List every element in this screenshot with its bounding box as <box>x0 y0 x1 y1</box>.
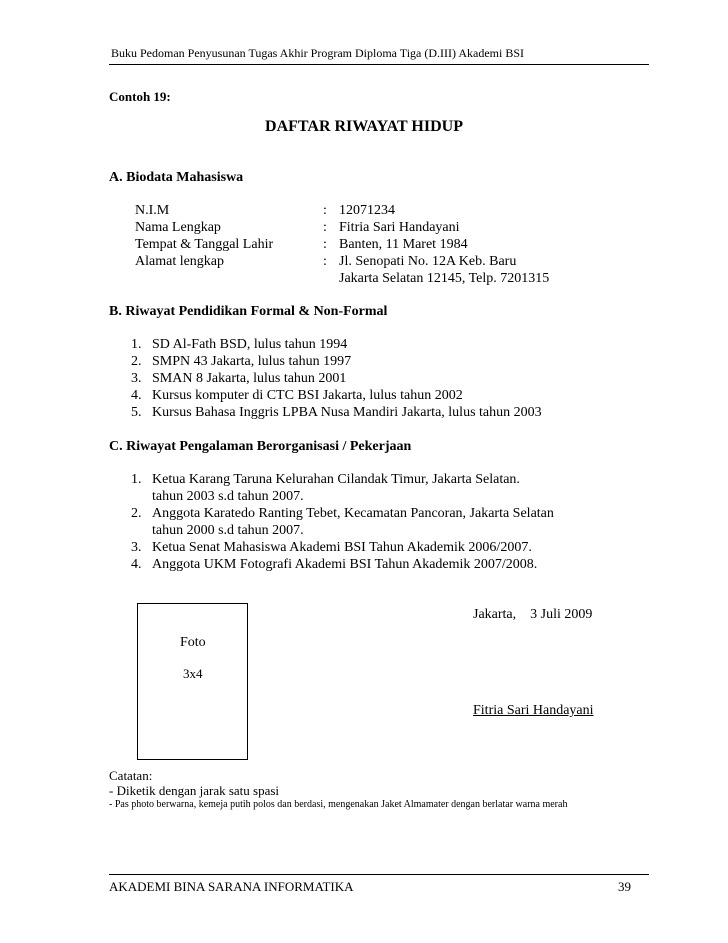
experience-item: Ketua Karang Taruna Kelurahan Cilandak Timur, Jakarta Selatan. <box>152 472 520 487</box>
page-number: 39 <box>618 879 631 894</box>
biodata-label-name: Nama Lengkap <box>135 220 221 235</box>
biodata-value-name: Fitria Sari Handayani <box>339 220 460 235</box>
footer-institution: AKADEMI BINA SARANA INFORMATIKA <box>109 879 354 894</box>
education-item: Kursus Bahasa Inggris LPBA Nusa Mandiri Jakarta, lulus tahun 2003 <box>152 405 542 420</box>
biodata-label-nim: N.I.M <box>135 203 170 218</box>
biodata-label-birth: Tempat & Tanggal Lahir <box>135 237 274 252</box>
biodata-value-birth: Banten, 11 Maret 1984 <box>339 237 468 252</box>
biodata-colon: : <box>323 237 327 252</box>
list-number: 2. <box>131 354 142 369</box>
running-header: Buku Pedoman Penyusunan Tugas Akhir Program Diploma Tiga (D.III) Akademi BSI <box>111 46 524 60</box>
biodata-value-address-line2: Jakarta Selatan 12145, Telp. 7201315 <box>339 271 550 286</box>
section-b-heading: B. Riwayat Pendidikan Formal & Non-Formal <box>109 304 388 319</box>
photo-label: Foto <box>180 635 206 650</box>
list-number: 1. <box>131 337 142 352</box>
list-number: 1. <box>131 472 142 487</box>
header-rule <box>109 64 649 65</box>
experience-item: Anggota Karatedo Ranting Tebet, Kecamatan Pancoran, Jakarta Selatan <box>152 506 554 521</box>
education-item: SMAN 8 Jakarta, lulus tahun 2001 <box>152 371 347 386</box>
notes-line-1: - Diketik dengan jarak satu spasi <box>109 783 280 798</box>
experience-item-cont: tahun 2000 s.d tahun 2007. <box>152 523 304 538</box>
example-label: Contoh 19: <box>109 89 171 104</box>
experience-item: Anggota UKM Fotografi Akademi BSI Tahun Akademik 2007/2008. <box>152 557 538 572</box>
education-item: Kursus komputer di CTC BSI Jakarta, lulus tahun 2002 <box>152 388 463 403</box>
biodata-colon: : <box>323 203 327 218</box>
photo-size: 3x4 <box>183 666 203 681</box>
education-item: SMPN 43 Jakarta, lulus tahun 1997 <box>152 354 352 369</box>
list-number: 4. <box>131 557 142 572</box>
list-number: 3. <box>131 540 142 555</box>
list-number: 2. <box>131 506 142 521</box>
list-number: 5. <box>131 405 142 420</box>
section-c-heading: C. Riwayat Pengalaman Berorganisasi / Pekerjaan <box>109 439 412 454</box>
education-item: SD Al-Fath BSD, lulus tahun 1994 <box>152 337 348 352</box>
notes-line-2: - Pas photo berwarna, kemeja putih polos dan berdasi, mengenakan Jaket Almamater dengan berlatar warna merah <box>109 799 568 810</box>
list-number: 3. <box>131 371 142 386</box>
signature-name: Fitria Sari Handayani <box>473 703 594 718</box>
footer-rule <box>109 874 649 875</box>
biodata-colon: : <box>323 254 327 269</box>
document-title: DAFTAR RIWAYAT HIDUP <box>265 118 463 135</box>
biodata-value-nim: 12071234 <box>339 203 395 218</box>
biodata-colon: : <box>323 220 327 235</box>
signature-place-date: Jakarta, 3 Juli 2009 <box>473 607 593 622</box>
section-a-heading: A. Biodata Mahasiswa <box>109 170 244 185</box>
experience-item: Ketua Senat Mahasiswa Akademi BSI Tahun Akademik 2006/2007. <box>152 540 532 555</box>
biodata-value-address: Jl. Senopati No. 12A Keb. Baru <box>339 254 517 269</box>
biodata-label-address: Alamat lengkap <box>135 254 225 269</box>
notes-heading: Catatan: <box>109 768 153 783</box>
list-number: 4. <box>131 388 142 403</box>
experience-item-cont: tahun 2003 s.d tahun 2007. <box>152 489 304 504</box>
